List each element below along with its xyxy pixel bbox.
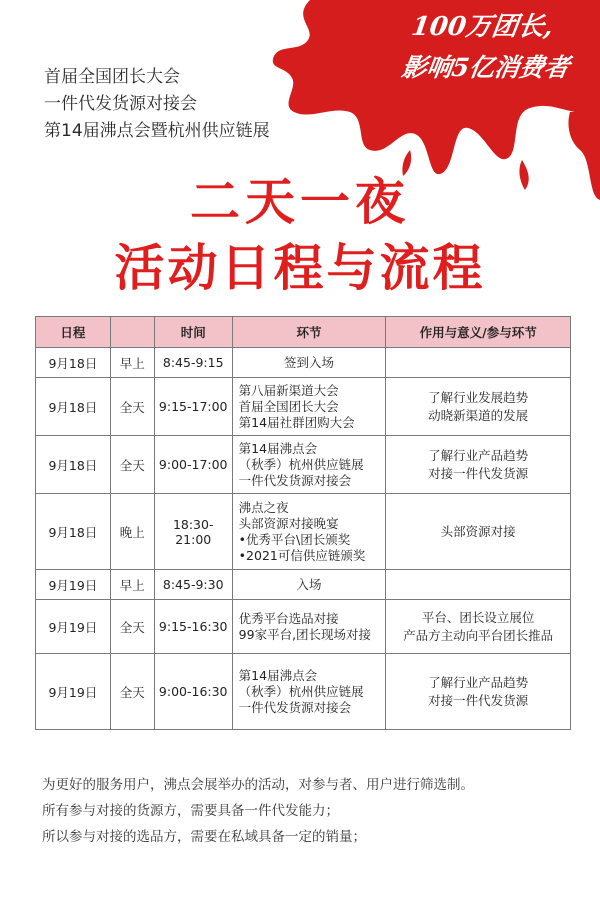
cell-role xyxy=(386,494,571,570)
event-header xyxy=(44,64,270,145)
header-line-2: 一件代发货源对接会 xyxy=(44,94,197,114)
cell-session xyxy=(232,348,386,378)
cell-role xyxy=(386,654,571,730)
role-line: 产品方主动向平台团长推品 xyxy=(403,627,554,643)
table-row xyxy=(36,378,571,436)
cell-session xyxy=(232,378,386,436)
cell-time: 8:45-9:15 xyxy=(154,348,232,378)
role-line: 对接一件代发货源 xyxy=(428,465,529,481)
cell-session xyxy=(232,494,386,570)
session-line: 第八届新渠道大会 xyxy=(238,382,339,398)
header-time: 时间 xyxy=(154,317,232,348)
session-line: 首届全国团长大会 xyxy=(238,398,339,414)
table-row xyxy=(36,570,571,600)
table-row xyxy=(36,348,571,378)
page-title-line-2: 活动日程与流程 xyxy=(114,238,486,297)
page-title-line-1: 二天一夜 xyxy=(190,172,410,231)
session-line: 第14届沸点会 xyxy=(238,440,318,456)
cell-period: 全天 xyxy=(110,654,154,730)
header-line-1: 首届全国团长大会 xyxy=(44,67,180,87)
cell-time: 9:00-16:30 xyxy=(154,654,232,730)
table-row xyxy=(36,436,571,494)
cell-role xyxy=(386,378,571,436)
session-line: （秋季）杭州供应链展 xyxy=(238,456,364,472)
cell-session xyxy=(232,436,386,494)
session-line: 一件代发货源对接会 xyxy=(238,472,352,488)
session-line: 沸点之夜 xyxy=(238,499,289,515)
role-line: 了解行业产品趋势 xyxy=(428,674,529,690)
cell-date: 9月18日 xyxy=(36,378,111,436)
cell-session xyxy=(232,654,386,730)
cell-time: 9:15-16:30 xyxy=(154,600,232,654)
cell-session xyxy=(232,570,386,600)
table-row xyxy=(36,654,571,730)
cell-date: 9月18日 xyxy=(36,494,111,570)
footer-line-2: 所有参与对接的货源方，需要具备一件代发能力； xyxy=(42,803,339,819)
cell-time: 9:15-17:00 xyxy=(154,378,232,436)
cell-period: 晚上 xyxy=(110,494,154,570)
cell-session xyxy=(232,600,386,654)
footer-notes xyxy=(42,772,474,850)
table-header-row xyxy=(36,317,571,348)
cell-date: 9月19日 xyxy=(36,654,111,730)
header-role: 作用与意义/参与环节 xyxy=(386,317,571,348)
role-line: 头部资源对接 xyxy=(440,523,516,539)
role-line: 对接一件代发货源 xyxy=(428,692,529,708)
cell-time: 18:30-21:00 xyxy=(154,494,232,570)
cell-period: 早上 xyxy=(110,348,154,378)
cell-role xyxy=(386,600,571,654)
cell-role xyxy=(386,570,571,600)
cell-date: 9月18日 xyxy=(36,436,111,494)
cell-role xyxy=(386,348,571,378)
table-row xyxy=(36,494,571,570)
session-line: 优秀平台选品对接 xyxy=(238,610,339,626)
header-line-3: 第14届沸点会暨杭州供应链展 xyxy=(44,121,270,141)
session-line: 第14届社群团购大会 xyxy=(238,414,355,430)
role-line: 动晓新渠道的发展 xyxy=(428,407,529,423)
session-line: 第14届沸点会 xyxy=(238,667,318,683)
cell-time: 9:00-17:00 xyxy=(154,436,232,494)
cell-time: 8:45-9:30 xyxy=(154,570,232,600)
cell-period: 全天 xyxy=(110,436,154,494)
session-line: 99家平台,团长现场对接 xyxy=(238,626,372,642)
schedule-table xyxy=(35,316,571,730)
session-line: （秋季）杭州供应链展 xyxy=(238,683,364,699)
table-row xyxy=(36,600,571,654)
session-line: 入场 xyxy=(296,576,322,592)
cell-period: 早上 xyxy=(110,570,154,600)
slogan-line-2: 影响5亿消费者 xyxy=(399,53,572,82)
session-line: •2021可信供应链颁奖 xyxy=(238,547,366,563)
session-line: 一件代发货源对接会 xyxy=(238,699,352,715)
session-line: •优秀平台\团长颁奖 xyxy=(238,531,351,547)
header-date: 日程 xyxy=(36,317,111,348)
role-line: 了解行业产品趋势 xyxy=(428,447,529,463)
header-session: 环节 xyxy=(232,317,386,348)
slogan-line-1: 100万团长, xyxy=(409,12,556,42)
session-line: 头部资源对接晚宴 xyxy=(238,515,339,531)
cell-date: 9月19日 xyxy=(36,570,111,600)
cell-period: 全天 xyxy=(110,378,154,436)
session-line: 签到入场 xyxy=(284,354,335,370)
footer-line-1: 为更好的服务用户，沸点会展举办的活动，对参与者、用户进行筛选制。 xyxy=(42,777,474,793)
cell-period: 全天 xyxy=(110,600,154,654)
header-period xyxy=(110,317,154,348)
role-line: 平台、团长设立展位 xyxy=(421,609,535,625)
cell-date: 9月18日 xyxy=(36,348,111,378)
footer-line-3: 所以参与对接的选品方，需要在私域具备一定的销量； xyxy=(42,829,366,845)
role-line: 了解行业发展趋势 xyxy=(428,389,529,405)
cell-date: 9月19日 xyxy=(36,600,111,654)
cell-role xyxy=(386,436,571,494)
